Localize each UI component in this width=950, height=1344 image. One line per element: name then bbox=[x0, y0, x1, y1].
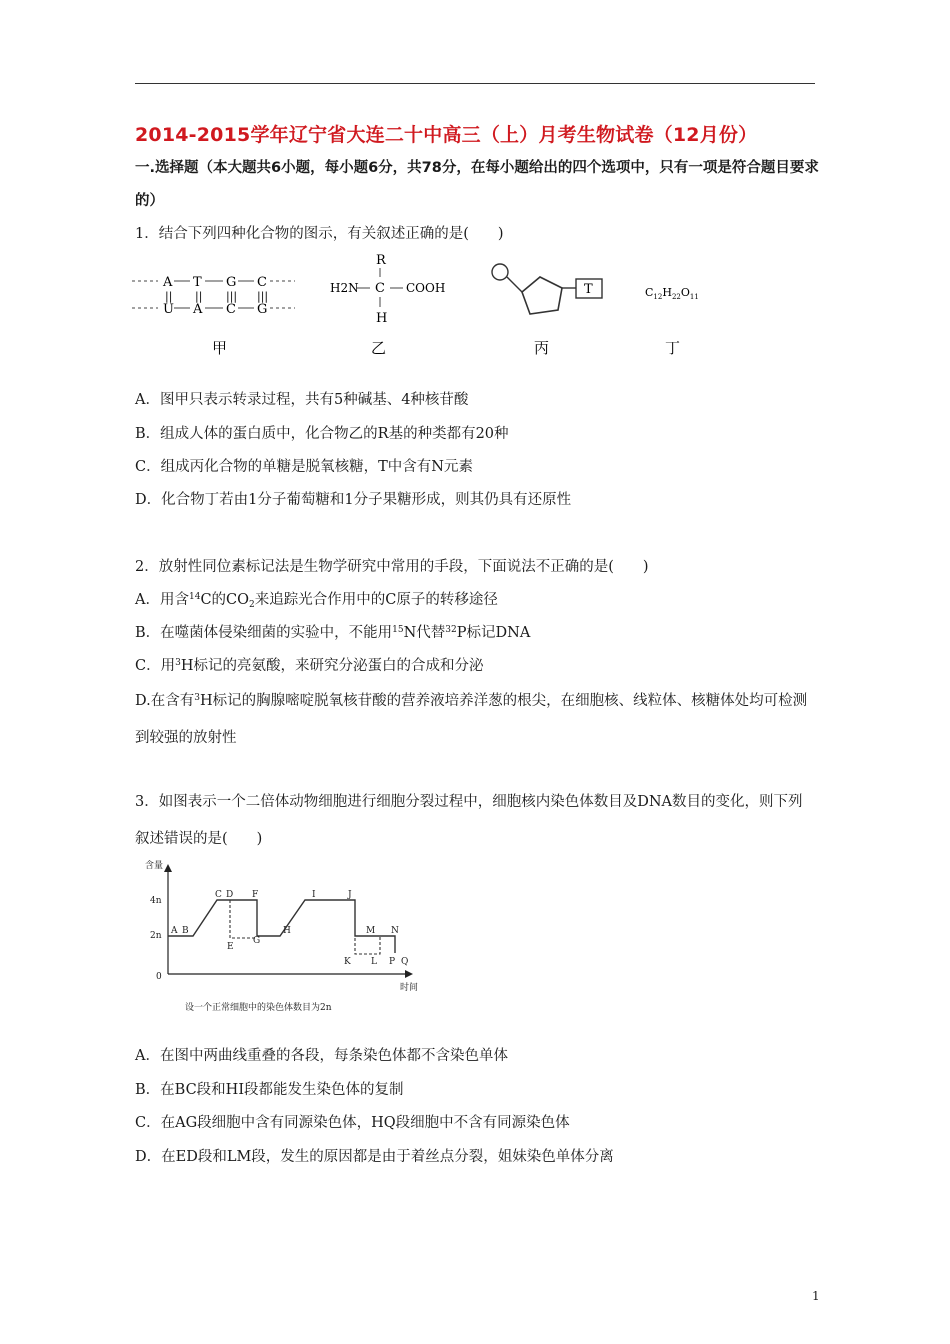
point-n: N bbox=[391, 926, 399, 936]
graph-y-tick-0: 0 bbox=[156, 972, 162, 982]
q3-option-b: B．在BC段和HI段都能发生染色体的复制 bbox=[135, 1082, 404, 1098]
point-h: H bbox=[283, 926, 291, 936]
point-g: G bbox=[253, 936, 261, 946]
jia-bottom-1: U bbox=[163, 302, 174, 317]
point-k: K bbox=[344, 957, 351, 967]
jia-bottom-4: G bbox=[257, 302, 268, 317]
q1-stem: 1．结合下列四种化合物的图示，有关叙述正确的是( ) bbox=[135, 226, 504, 242]
point-j: J bbox=[348, 890, 352, 900]
phosphate-circle-icon bbox=[492, 264, 508, 280]
point-a: A bbox=[171, 926, 178, 936]
jia-bottom-2: A bbox=[193, 302, 203, 317]
graph-caption: 设一个正常细胞中的染色体数目为2n bbox=[185, 1003, 332, 1013]
point-l: L bbox=[371, 957, 377, 967]
q1-option-c: C．组成丙化合物的单糖是脱氧核糖，T中含有N元素 bbox=[135, 459, 473, 475]
yi-c: C bbox=[375, 281, 385, 296]
point-f: F bbox=[252, 890, 259, 900]
yi-h2n: H2N bbox=[330, 281, 359, 295]
q1-option-b: B．组成人体的蛋白质中，化合物乙的R基的种类都有20种 bbox=[135, 426, 509, 442]
q3-option-a: A．在图中两曲线重叠的各段，每条染色体都不含染色单体 bbox=[135, 1048, 508, 1064]
q1-compound-figure bbox=[130, 250, 730, 365]
point-m: M bbox=[366, 926, 376, 936]
q1-option-a: A．图甲只表示转录过程，共有5种碱基、4种核苷酸 bbox=[135, 392, 469, 408]
chromosome-curve-1 bbox=[230, 900, 257, 938]
jia-top-4: C bbox=[257, 275, 267, 290]
point-i: I bbox=[312, 890, 316, 900]
jia-bottom-3: C bbox=[226, 302, 236, 317]
graph-y-tick-4n: 4n bbox=[150, 896, 162, 906]
jia-bond-2: || bbox=[195, 290, 203, 303]
q2-stem: 2．放射性同位素标记法是生物学研究中常用的手段，下面说法不正确的是( ) bbox=[135, 559, 649, 575]
point-q: Q bbox=[401, 957, 409, 967]
point-d: D bbox=[226, 890, 234, 900]
figure-bing bbox=[492, 264, 602, 357]
point-p: P bbox=[389, 957, 396, 967]
graph-x-label: 时间 bbox=[400, 983, 419, 993]
jia-caption: 甲 bbox=[212, 339, 228, 357]
q2-option-d: D.在含有$^3$H标记的胸腺嘧啶脱氧核苷酸的营养液培养洋葱的根尖，在细胞核、线粒体、核糖体处均可检测到较强的放射性 bbox=[135, 693, 808, 746]
q3-option-d: D．在ED段和LM段，发生的原因都是由于着丝点分裂，姐妹染色单体分离 bbox=[135, 1149, 614, 1165]
pentose-ring-icon bbox=[522, 277, 562, 314]
jia-top-1: A bbox=[163, 275, 173, 290]
q1-option-d: D．化合物丁若由1分子葡萄糖和1分子果糖形成，则其仍具有还原性 bbox=[135, 492, 572, 508]
header-rule bbox=[135, 83, 815, 84]
bing-caption: 丙 bbox=[534, 339, 550, 357]
figure-jia bbox=[132, 275, 295, 357]
point-b: B bbox=[182, 926, 189, 936]
page-number: 1 bbox=[812, 1289, 820, 1303]
figure-ding bbox=[645, 286, 699, 357]
jia-top-3: G bbox=[226, 275, 237, 290]
yi-h: H bbox=[376, 311, 388, 326]
yi-caption: 乙 bbox=[371, 339, 387, 357]
yi-r: R bbox=[376, 253, 386, 268]
figure-yi bbox=[330, 253, 445, 357]
q2-option-b: B．在噬菌体侵染细菌的实验中，不能用$^{15}$N代替$^{32}$P标记DNA bbox=[135, 625, 531, 641]
graph-y-tick-2n: 2n bbox=[150, 931, 162, 941]
ding-formula: $C_{12}H_{22}O_{11}$ bbox=[645, 286, 699, 301]
bing-box-label: T bbox=[584, 282, 593, 297]
q3-option-c: C．在AG段细胞中含有同源染色体，HQ段细胞中不含有同源染色体 bbox=[135, 1115, 570, 1131]
yi-cooh: COOH bbox=[406, 281, 446, 295]
jia-bond-1: || bbox=[165, 290, 173, 303]
exam-title: 2014-2015学年辽宁省大连二十中高三（上）月考生物试卷（12月份） bbox=[135, 124, 758, 146]
q2-option-c: C．用$^3$H标记的亮氨酸，来研究分泌蛋白的合成和分泌 bbox=[135, 658, 484, 674]
chromosome-curve-2 bbox=[355, 936, 380, 954]
point-c: C bbox=[215, 890, 222, 900]
graph-y-label: 含量 bbox=[145, 861, 164, 871]
jia-bond-3: ||| bbox=[226, 290, 238, 303]
q3-stem: 3．如图表示一个二倍体动物细胞进行细胞分裂过程中，细胞核内染色体数目及DNA数目的变化，则下列叙述错误的是( ) bbox=[135, 794, 803, 847]
q3-division-graph bbox=[145, 858, 435, 1018]
ding-caption: 丁 bbox=[665, 339, 681, 357]
q2-option-a: A．用含$^{14}$C的$CO_2$来追踪光合作用中的C原子的转移途径 bbox=[135, 592, 498, 610]
dna-curve bbox=[168, 900, 395, 953]
jia-bond-4: ||| bbox=[257, 290, 269, 303]
jia-top-2: T bbox=[193, 275, 202, 290]
point-e: E bbox=[227, 942, 234, 952]
section-heading: 一.选择题（本大题共6小题，每小题6分，共78分，在每小题给出的四个选项中，只有一项是符合题目要求的） bbox=[135, 160, 819, 209]
